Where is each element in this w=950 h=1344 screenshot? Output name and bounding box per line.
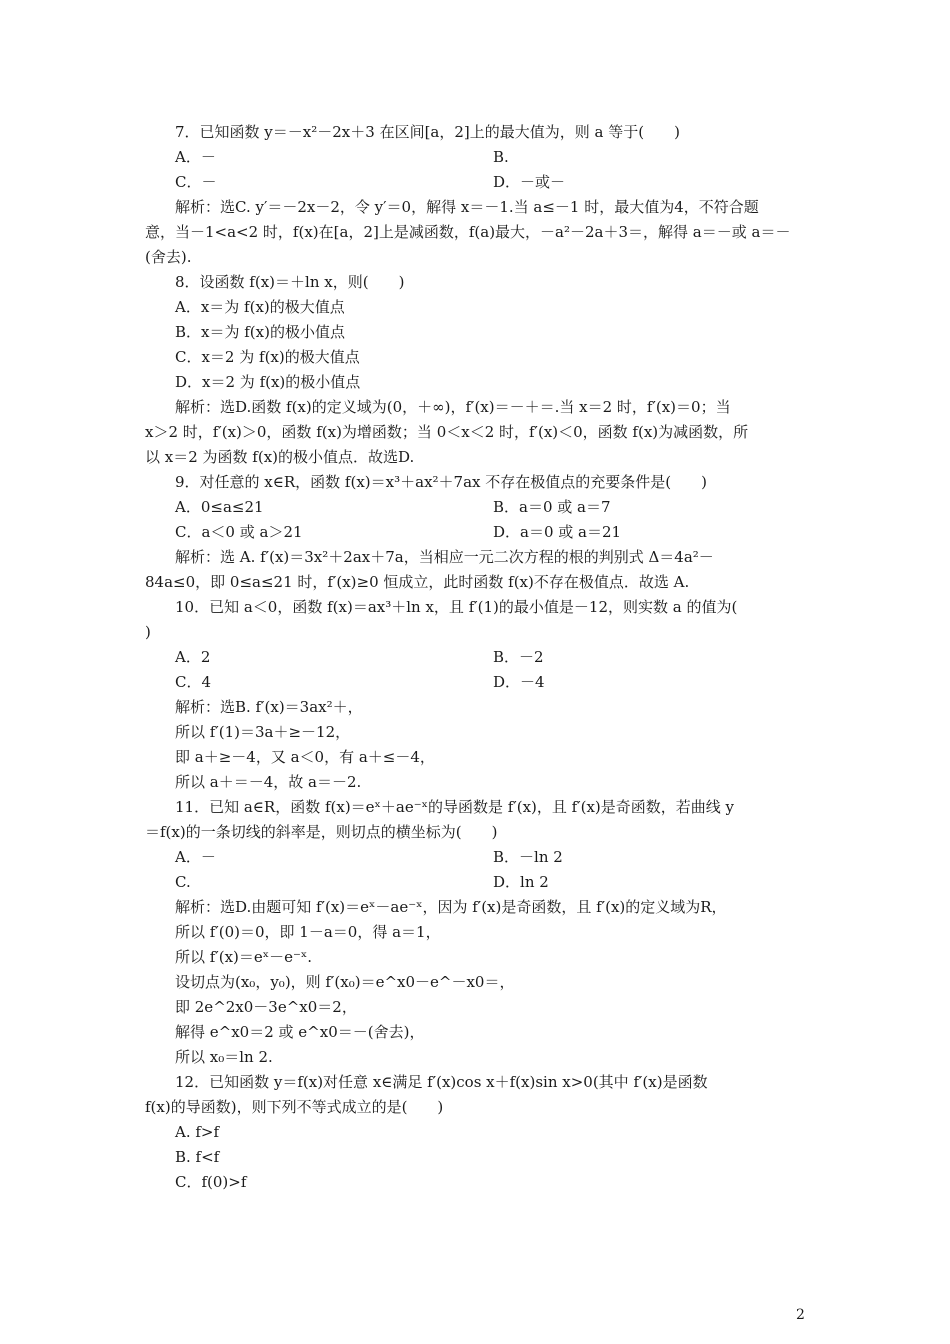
option-b: B. [493,148,509,166]
option-b: B．－2 [493,648,544,666]
option-c: C．x＝2 为 f(x)的极大值点 [175,348,360,366]
question-7-stem: 7．已知函数 y＝－x²－2x＋3 在区间[a，2]上的最大值为，则 a 等于( ) [175,123,680,141]
solution-line: 意，当－1<a<2 时，f(x)在[a，2]上是减函数，f(a)最大，－a²－2a＋3＝，解得 a＝－或 a＝－ [145,223,791,241]
solution-line: 84a≤0，即 0≤a≤21 时，f′(x)≥0 恒成立，此时函数 f(x)不存在极值点．故选 A. [145,573,690,591]
solution-line: 所以 a＋＝－4，故 a＝－2. [175,773,362,791]
page-content [145,120,810,1195]
solution-line: 解析：选D.由题可知 f′(x)＝eˣ－ae⁻ˣ，因为 f′(x)是奇函数，且 f′(x)的定义域为R， [175,898,727,916]
option-a: A．x＝为 f(x)的极大值点 [175,298,345,316]
option-a: A．2 [175,648,211,666]
option-d: D．x＝2 为 f(x)的极小值点 [175,373,361,391]
solution-line: 解得 e^x0＝2 或 e^x0＝－(舍去)， [175,1023,425,1041]
question-11-stem-cont: ＝f(x)的一条切线的斜率是，则切点的横坐标为( ) [145,823,498,841]
solution-line: 以 x＝2 为函数 f(x)的极小值点．故选D. [145,448,415,466]
option-b: B．a＝0 或 a＝7 [493,498,611,516]
question-9-stem: 9．对任意的 x∈R，函数 f(x)＝x³＋ax²＋7ax 不存在极值点的充要条件是( ) [175,473,707,491]
question-11-stem: 11．已知 a∈R，函数 f(x)＝eˣ＋ae⁻ˣ的导函数是 f′(x)，且 f′(x)是奇函数，若曲线 y [175,798,735,816]
option-b: B. f<f [175,1148,220,1166]
page-number: 2 [796,1307,805,1323]
question-11-options-row2 [145,870,810,895]
option-c: C．－ [175,173,217,191]
option-a: A．－ [175,848,216,866]
option-d: D．－或－ [493,173,566,191]
question-9-options-row2 [145,520,810,545]
solution-line: 解析：选B. f′(x)＝3ax²＋， [175,698,363,716]
question-7-options-row2 [145,170,810,195]
option-a: A. f>f [175,1123,220,1141]
solution-line: 即 2e^2x0－3e^x0＝2， [175,998,357,1016]
option-b: B．－ln 2 [493,848,563,866]
option-c: C．a＜0 或 a＞21 [175,523,303,541]
solution-line: 所以 f′(x)＝eˣ－e⁻ˣ. [175,948,313,966]
question-10-options-row2 [145,670,810,695]
solution-line: (舍去). [145,248,192,266]
question-10-stem: 10．已知 a＜0，函数 f(x)＝ax³＋ln x，且 f′(1)的最小值是－12，则实数 a 的值为( [175,598,738,616]
solution-line: 解析：选D.函数 f(x)的定义域为(0，＋∞)，f′(x)＝－＋＝.当 x＝2 时，f′(x)＝0；当 [175,398,731,416]
solution-line: 解析：选 A. f′(x)＝3x²＋2ax＋7a，当相应一元二次方程的根的判别式 Δ＝4a²－ [175,548,714,566]
option-c: C．f(0)>f [175,1173,247,1191]
solution-line: 即 a＋≥－4，又 a＜0，有 a＋≤－4， [175,748,435,766]
solution-line: x＞2 时，f′(x)＞0，函数 f(x)为增函数；当 0＜x＜2 时，f′(x)＜0，函数 f(x)为减函数，所 [145,423,749,441]
option-d: D．－4 [493,673,545,691]
question-12-stem-cont: f(x)的导函数)，则下列不等式成立的是( ) [145,1098,444,1116]
option-b: B．x＝为 f(x)的极小值点 [175,323,345,341]
question-7-options-row1 [145,145,810,170]
solution-line: 所以 f′(1)＝3a＋≥－12， [175,723,351,741]
option-a: A．0≤a≤21 [175,498,264,516]
question-8-stem: 8．设函数 f(x)＝＋ln x，则( ) [175,273,405,291]
question-12-stem: 12．已知函数 y＝f(x)对任意 x∈满足 f′(x)cos x＋f(x)sin x>0(其中 f′(x)是函数 [175,1073,708,1091]
solution-line: 解析：选C. y′＝－2x－2，令 y′＝0，解得 x＝－1.当 a≤－1 时，最大值为4，不符合题 [175,198,759,216]
solution-line: 所以 f′(0)＝0，即 1－a＝0，得 a＝1， [175,923,441,941]
question-11-options-row1 [145,845,810,870]
option-c: C．4 [175,673,212,691]
solution-line: 所以 x₀＝ln 2. [175,1048,273,1066]
solution-line: 设切点为(x₀，y₀)，则 f′(x₀)＝e^x0－e^－x0＝， [175,973,515,991]
option-d: D．ln 2 [493,873,549,891]
question-10-options-row1 [145,645,810,670]
question-9-options-row1 [145,495,810,520]
option-a: A．－ [175,148,216,166]
question-10-stem-cont: ) [145,623,151,641]
option-c: C. [175,873,191,891]
option-d: D．a＝0 或 a＝21 [493,523,622,541]
